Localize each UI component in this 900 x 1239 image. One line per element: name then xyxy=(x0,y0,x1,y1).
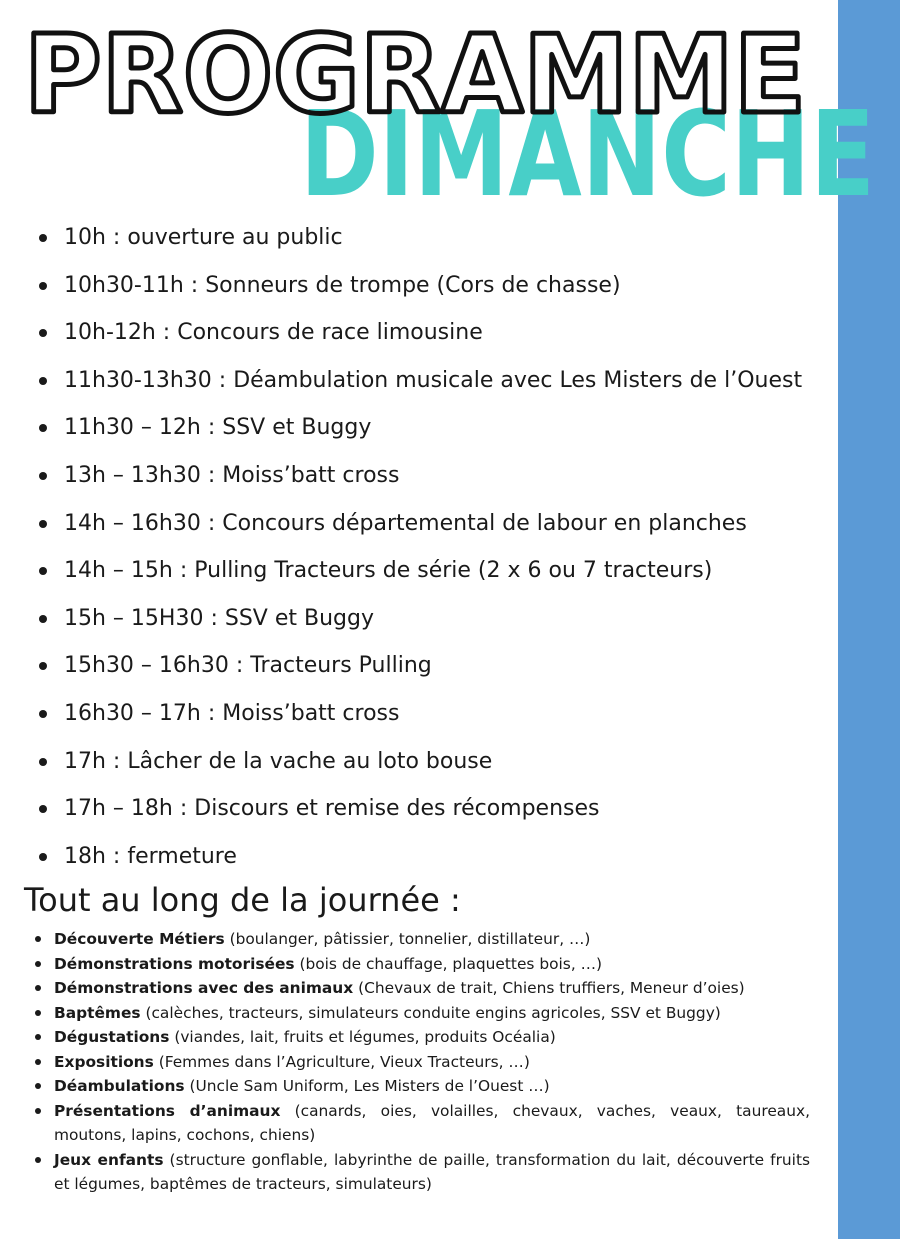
activity-detail: (Chevaux de trait, Chiens truffiers, Meneur d’oies) xyxy=(353,979,745,997)
activity-item xyxy=(34,1001,810,1026)
activity-detail: (calèches, tracteurs, simulateurs conduite engins agricoles, SSV et Buggy) xyxy=(140,1003,721,1022)
title-graphic xyxy=(0,0,900,205)
title-block xyxy=(0,0,900,205)
activity-name: Dégustations xyxy=(54,1028,170,1046)
activity-name: Déambulations xyxy=(54,1077,185,1095)
schedule-item: 14h – 15h : Pulling Tracteurs de série (2 x 6 ou 7 tracteurs) xyxy=(36,547,826,595)
activity-detail: (structure gonflable, labyrinthe de paille, transformation du lait, découverte fruits et légumes, baptêmes de tracteurs, simulateurs) xyxy=(54,1150,810,1193)
activity-item xyxy=(34,1099,810,1148)
schedule-item: 11h30 – 12h : SSV et Buggy xyxy=(36,404,826,452)
schedule-item: 14h – 16h30 : Concours départemental de labour en planches xyxy=(36,500,826,548)
all-day-heading: Tout au long de la journée : xyxy=(24,881,461,919)
activity-item xyxy=(34,927,810,952)
activity-item xyxy=(34,976,810,1001)
schedule-item: 18h : fermeture xyxy=(36,833,826,881)
schedule-item: 10h : ouverture au public xyxy=(36,214,826,262)
activity-item xyxy=(34,952,810,977)
schedule-item: 13h – 13h30 : Moiss’batt cross xyxy=(36,452,826,500)
schedule-item: 17h – 18h : Discours et remise des récompenses xyxy=(36,785,826,833)
subtitle: DIMANCHE xyxy=(300,85,875,205)
activity-detail: (canards, oies, volailles, chevaux, vaches, veaux, taureaux, moutons, lapins, cochons, chiens) xyxy=(54,1101,810,1144)
activity-item xyxy=(34,1074,810,1099)
schedule-item: 15h30 – 16h30 : Tracteurs Pulling xyxy=(36,642,826,690)
schedule-item: 16h30 – 17h : Moiss’batt cross xyxy=(36,690,826,738)
activity-detail: (viandes, lait, fruits et légumes, produits Océalia) xyxy=(169,1028,556,1046)
activity-item xyxy=(34,1025,810,1050)
activity-name: Démonstrations avec des animaux xyxy=(54,979,354,997)
activity-item xyxy=(34,1148,810,1197)
activities-list xyxy=(34,927,810,1197)
schedule-item: 10h-12h : Concours de race limousine xyxy=(36,309,826,357)
schedule-item: 10h30-11h : Sonneurs de trompe (Cors de chasse) xyxy=(36,262,826,310)
activity-name: Jeux enfants xyxy=(54,1150,164,1169)
activity-detail: (Femmes dans l’Agriculture, Vieux Tracteurs, …) xyxy=(153,1052,530,1071)
activity-name: Découverte Métiers xyxy=(54,930,225,948)
activity-item xyxy=(34,1050,810,1075)
page-title: PROGRAMME xyxy=(24,13,806,138)
schedule-item: 17h : Lâcher de la vache au loto bouse xyxy=(36,738,826,786)
activity-name: Démonstrations motorisées xyxy=(54,954,295,973)
activity-name: Présentations d’animaux xyxy=(54,1101,281,1120)
schedule-item: 15h – 15H30 : SSV et Buggy xyxy=(36,595,826,643)
schedule-list xyxy=(36,214,826,880)
activity-detail: (bois de chauffage, plaquettes bois, …) xyxy=(294,954,602,973)
schedule-item: 11h30-13h30 : Déambulation musicale avec Les Misters de l’Ouest xyxy=(36,357,826,405)
activity-name: Baptêmes xyxy=(54,1003,141,1022)
activity-detail: (Uncle Sam Uniform, Les Misters de l’Ouest …) xyxy=(184,1077,550,1095)
activity-name: Expositions xyxy=(54,1052,154,1071)
activity-detail: (boulanger, pâtissier, tonnelier, distillateur, …) xyxy=(224,930,591,948)
